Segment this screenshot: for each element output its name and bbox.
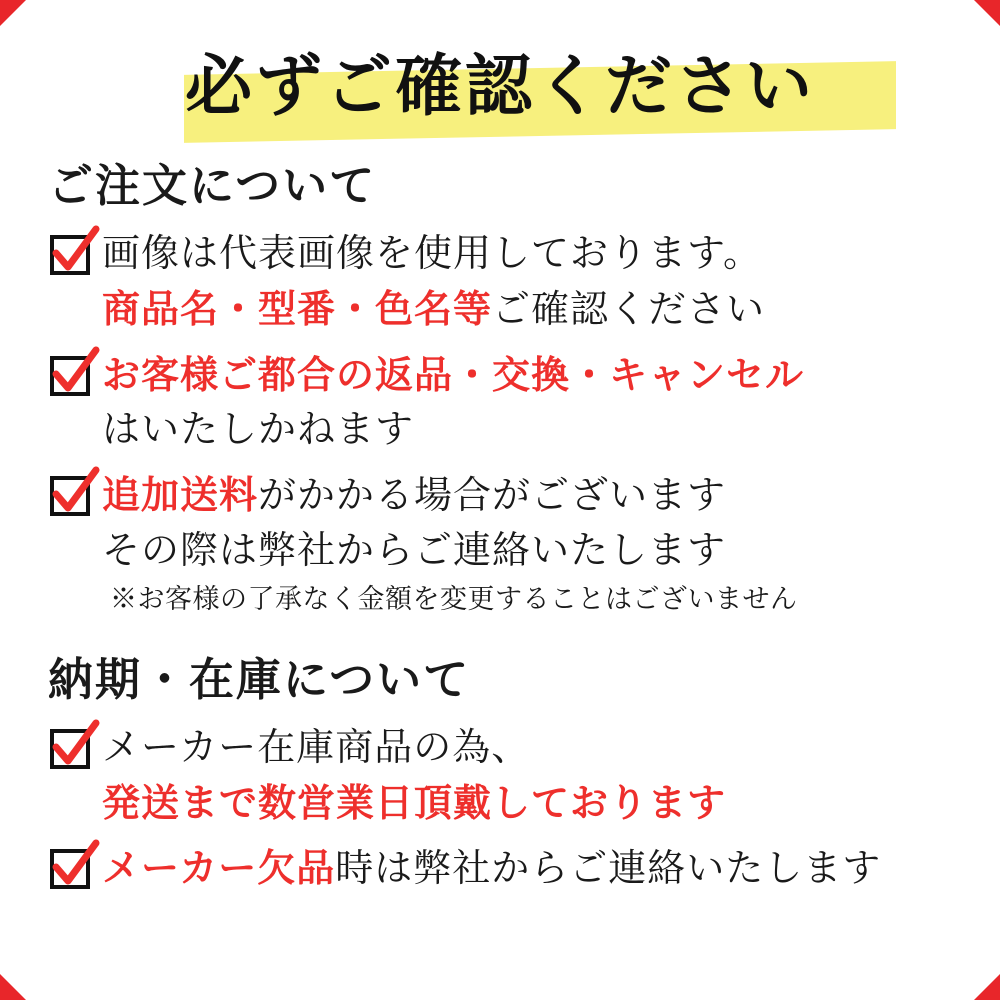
emphasis-text: 追加送料	[102, 472, 259, 517]
list-item-line	[102, 467, 960, 523]
emphasis-text: メーカー欠品	[102, 845, 336, 890]
list-item-line: 画像は代表画像を使用しております。	[102, 231, 762, 275]
checkbox-checked-icon	[50, 235, 90, 275]
list-item-text	[102, 347, 960, 457]
list-item-text	[102, 840, 960, 896]
list-item-line: 発送まで数営業日頂戴しております	[102, 780, 727, 825]
normal-text: がかかる場合がございます	[258, 473, 727, 517]
list-item-line: はいたしかねます	[102, 407, 415, 451]
section-heading-delivery: 納期・在庫について	[48, 653, 471, 706]
list-item-note: ※お客様の了承なく金額を変更することはございません	[110, 584, 798, 615]
list-item	[50, 226, 960, 337]
list-item-line	[102, 840, 960, 896]
list-item-text	[102, 467, 960, 622]
section-heading-orders: ご注文について	[48, 159, 377, 212]
list-item	[50, 720, 960, 830]
checkbox-checked-icon	[50, 729, 90, 769]
normal-text: 時は弊社からご連絡いたします	[335, 846, 882, 890]
list-item	[50, 347, 960, 457]
checkbox-checked-icon	[50, 849, 90, 889]
list-item-text	[102, 720, 960, 830]
list-item	[50, 840, 960, 896]
list-item	[50, 467, 960, 622]
normal-text: ご確認ください	[492, 287, 766, 331]
checkbox-checked-icon	[50, 476, 90, 516]
checkbox-checked-icon	[50, 356, 90, 396]
page-title-block	[40, 34, 960, 144]
list-item-line: メーカー在庫商品の為、	[102, 725, 531, 769]
page-title: 必ずご確認ください	[185, 46, 815, 125]
list-item-line: その際は弊社からご連絡いたします	[102, 528, 727, 572]
list-item-text	[102, 226, 960, 337]
list-item-line: お客様ご都合の返品・交換・キャンセル	[102, 352, 805, 397]
list-item-line	[102, 281, 960, 337]
emphasis-text: 商品名・型番・色名等	[102, 286, 493, 331]
